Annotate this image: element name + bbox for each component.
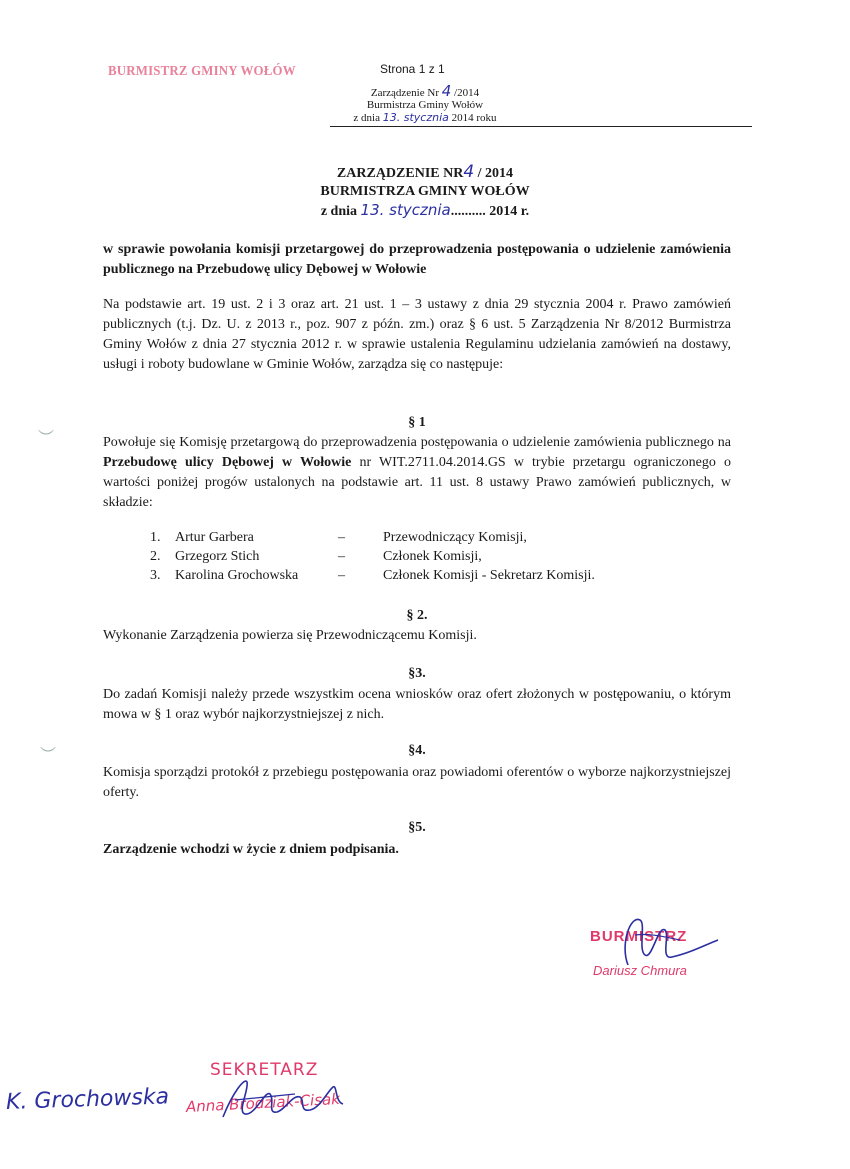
header-prefix: Zarządzenie Nr: [370, 87, 439, 99]
header-date-prefix: z dnia: [353, 112, 380, 124]
sekretarz-stamp-title: SEKRETARZ: [210, 1060, 319, 1080]
section-3-text: Do zadań Komisji należy przede wszystkim ocena wniosków oraz ofert złożonych w postępowaniu, o którym mowa w § 1 oraz wybór najkorzystniejszej z nich.: [103, 687, 731, 722]
title-year: / 2014: [477, 166, 514, 181]
member-dash: –: [338, 530, 345, 545]
header-number: 4: [441, 82, 452, 100]
title-date: 13. stycznia: [360, 201, 451, 219]
section-1-heading: § 1: [408, 415, 426, 430]
section-4-text: Komisja sporządzi protokół z przebiegu postępowania oraz powiadomi oferentów o wyborze najkorzystniejszej oferty.: [103, 765, 731, 800]
member-num: 2.: [150, 549, 161, 564]
section-1-text: [103, 433, 731, 513]
burmistrz-signature: [610, 905, 730, 980]
title-date-suffix: 2014 r.: [489, 204, 530, 219]
section-3-heading: §3.: [408, 666, 426, 681]
preamble: Na podstawie art. 19 ust. 2 i 3 oraz art. 21 ust. 1 – 3 ustawy z dnia 29 stycznia 2004 r. Prawo zamówień publicznych (t.j. Dz. U. z 2013 r., poz. 907 z późn. zm.) oraz § 6 ust. 5 Zarządzenia Nr 8/2012 Burmistrza Gminy Wołów z dnia 27 stycznia 2012 r. w sprawie ustalenia Regulaminu udzielania zamówień na dostawy, usługi i roboty budowlane w Gminie Wołów, zarządza się co następuje:: [103, 297, 731, 372]
header-rule: [330, 126, 752, 127]
title-date-dots: ..........: [450, 204, 486, 219]
member-name: Karolina Grochowska: [175, 568, 299, 583]
member-num: 1.: [150, 530, 161, 545]
member-name: Artur Garbera: [175, 530, 254, 545]
member-dash: –: [338, 568, 345, 583]
section-1-text-b: nr WIT.2711.04.2014.GS w trybie przetargu ograniczonego o wartości poniżej progów ustalonych na podstawie art. 11 ust. 8 ustawy Prawo zamówień publicznych, w składzie:: [103, 455, 731, 510]
member-name: Grzegorz Stich: [175, 549, 260, 564]
header-date: 13. stycznia: [382, 111, 449, 124]
section-2-heading: § 2.: [406, 608, 428, 623]
subject: w sprawie powołania komisji przetargowej do przeprowadzenia postępowania o udzielenie zamówienia publicznego na Przebudowę ulicy Dębowej w Wołowie: [103, 242, 731, 277]
margin-mark: ︶: [40, 747, 57, 764]
handwritten-signature-left: K. Grochowska: [5, 1084, 170, 1115]
section-5-text: Zarządzenie wchodzi w życie z dniem podpisania.: [103, 842, 399, 857]
title-line-2: BURMISTRZA GMINY WOŁÓW: [320, 184, 530, 199]
section-2-text: Wykonanie Zarządzenia powierza się Przewodniczącemu Komisji.: [103, 628, 477, 643]
title-number: 4: [463, 162, 475, 182]
section-4-heading: §4.: [408, 743, 426, 758]
header-line-2: Burmistrza Gminy Wołów: [366, 99, 484, 111]
member-role: Przewodniczący Komisji,: [383, 530, 527, 545]
sekretarz-stamp-name: Anna Brodziak-Cisak: [185, 1089, 341, 1116]
burmistrz-stamp-name: Dariusz Chmura: [593, 963, 687, 978]
section-5-heading: §5.: [408, 820, 426, 835]
section-1-text-a: Powołuje się Komisję przetargową do przeprowadzenia postępowania o udzielenie zamówienia publicznego na: [103, 435, 731, 450]
member-role: Członek Komisji,: [383, 549, 482, 564]
title-line-1: [200, 163, 650, 183]
title-date-prefix: z dnia: [320, 204, 358, 219]
burmistrz-stamp-title: BURMISTRZ: [590, 928, 688, 945]
page-indicator: Strona 1 z 1: [380, 62, 445, 76]
header-year: /2014: [454, 87, 480, 99]
section-1-text-bold: Przebudowę ulicy Dębowej w Wołowie: [103, 455, 352, 470]
office-stamp: BURMISTRZ GMINY WOŁÓW: [108, 64, 296, 79]
sekretarz-signature: [215, 1072, 355, 1127]
header-date-suffix: 2014 roku: [451, 112, 497, 124]
title-line-3: [200, 201, 650, 221]
title-prefix: ZARZĄDZENIE NR: [336, 166, 464, 181]
margin-mark: ︶: [38, 430, 55, 447]
member-num: 3.: [150, 568, 161, 583]
header-line-3: [300, 111, 550, 125]
member-dash: –: [338, 549, 345, 564]
member-role: Członek Komisji - Sekretarz Komisji.: [383, 568, 595, 583]
